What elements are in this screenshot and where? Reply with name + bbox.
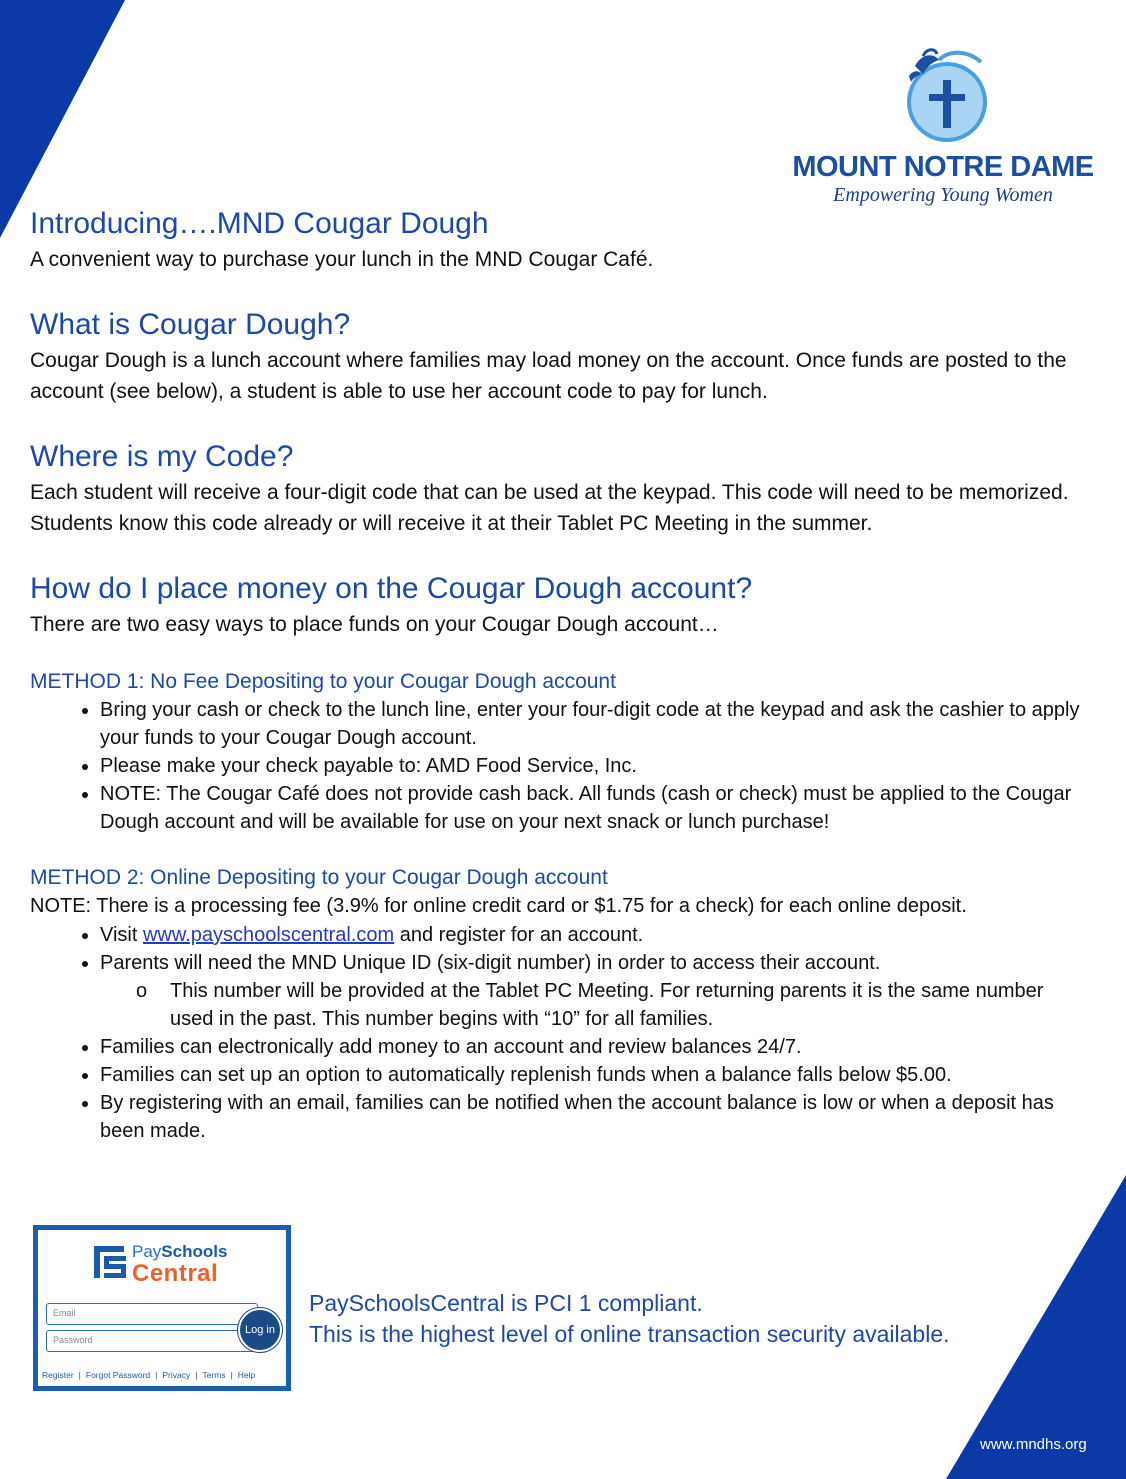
register-link[interactable]: Register [42, 1370, 74, 1380]
footer-website: www.mndhs.org [980, 1436, 1087, 1453]
payschools-link[interactable]: www.payschoolscentral.com [142, 924, 395, 946]
logo-tagline: Empowering Young Women [833, 184, 1053, 206]
password-field[interactable]: Password [46, 1330, 258, 1352]
visit-suffix: and register for an account. [394, 924, 644, 946]
login-button[interactable]: Log in [238, 1308, 282, 1352]
email-field[interactable]: Email [46, 1303, 258, 1325]
list-item: • Bring your cash or check to the lunch line, enter your four-digit code at the keypad and ask the cashier to apply your funds to your Cougar Dough account. [100, 696, 1090, 752]
list-item: • Families can set up an option to automatically replenish funds when a balance falls below $5.00. [100, 1061, 1090, 1089]
privacy-link[interactable]: Privacy [162, 1370, 191, 1380]
method2-heading: METHOD 2: Online Depositing to your Cougar Dough account [30, 866, 608, 889]
list-item-text: Parents will need the MND Unique ID (six-digit number) in order to access their account. [100, 952, 881, 974]
logo-schools: Schools [161, 1242, 228, 1261]
pci-line-1: PaySchoolsCentral is PCI 1 compliant. [309, 1290, 703, 1316]
payschools-mark-icon [92, 1244, 128, 1280]
list-item: • Families can electronically add money to an account and review balances 24/7. [100, 1033, 1090, 1061]
how-heading: How do I place money on the Cougar Dough account? [30, 572, 753, 605]
sub-list [100, 977, 1090, 1033]
terms-link[interactable]: Terms [202, 1370, 226, 1380]
logo-pay: Pay [132, 1242, 162, 1261]
list-item: • Please make your check payable to: AMD Food Service, Inc. [100, 752, 1090, 780]
where-heading: Where is my Code? [30, 440, 294, 473]
method2-note: NOTE: There is a processing fee (3.9% for online credit card or $1.75 for a check) for each online deposit. [30, 895, 967, 917]
logo-central: Central [132, 1260, 219, 1287]
forgot-password-link[interactable]: Forgot Password [85, 1370, 151, 1380]
where-text: Each student will receive a four-digit code that can be used at the keypad. This code will need to be memorized. Students know this code already or will receive it at their Tablet PC Meeting in the summer. [30, 481, 1069, 535]
corner-triangle-bottom-right [946, 1175, 1126, 1479]
pci-compliance-note [309, 1288, 950, 1350]
visit-prefix: Visit [100, 924, 143, 946]
intro-heading: Introducing….MND Cougar Dough [30, 207, 489, 240]
main-content [30, 204, 1090, 1145]
what-text: Cougar Dough is a lunch account where families may load money on the account. Once funds are posted to the account (see below), a student is able to use her account code to pay for lunch. [30, 349, 1067, 403]
school-logo [788, 44, 1098, 207]
payschools-login-card [38, 1230, 286, 1386]
method1-list [30, 696, 1090, 836]
what-heading: What is Cougar Dough? [30, 308, 351, 341]
sub-list-item: o This number will be provided at the Tablet PC Meeting. For returning parents it is the same number used in the past. This number begins with “10” for all families. [170, 977, 1090, 1033]
list-item [100, 949, 1090, 1033]
help-link[interactable]: Help [237, 1370, 256, 1380]
list-item: • NOTE: The Cougar Café does not provide cash back. All funds (cash or check) must be applied to the Cougar Dough account and will be available for use on your next snack or lunch purchase! [100, 780, 1090, 836]
method1-heading: METHOD 1: No Fee Depositing to your Cougar Dough account [30, 670, 616, 693]
intro-text: A convenient way to purchase your lunch in the MND Cougar Café. [30, 248, 654, 271]
list-item: • By registering with an email, families can be notified when the account balance is low or when a deposit has been made. [100, 1089, 1090, 1145]
payschools-login-panel [33, 1225, 291, 1391]
pci-line-2: This is the highest level of online transaction security available. [309, 1321, 950, 1347]
payschools-logo [92, 1240, 242, 1287]
how-text: There are two easy ways to place funds on your Cougar Dough account… [30, 613, 719, 636]
cross-with-lilies-icon [893, 44, 993, 144]
logo-brand-name: MOUNT NOTRE DAME [792, 151, 1094, 183]
list-item-visit [100, 921, 1090, 949]
method2-list [30, 921, 1090, 1145]
payschools-footer-links: Register | Forgot Password | Privacy | Terms | Help [42, 1370, 256, 1380]
payschools-wordmark [132, 1242, 227, 1262]
